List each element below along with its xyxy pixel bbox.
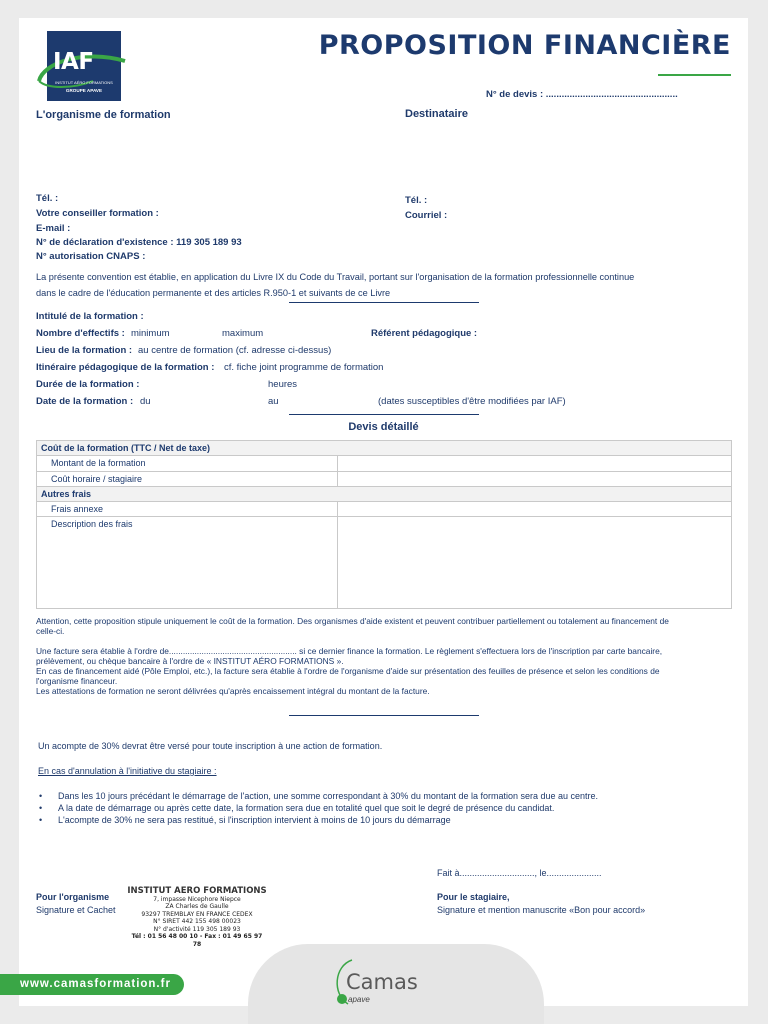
stamp-name: INSTITUT AERO FORMATIONS: [127, 886, 267, 896]
annulation-list: [36, 790, 736, 826]
stagiaire-signature-label: Pour le stagiaire,: [437, 892, 510, 902]
organisme-cnaps: N° autorisation CNAPS :: [36, 251, 146, 262]
destinataire-heading: Destinataire: [405, 108, 468, 120]
montant-value-cell[interactable]: [338, 456, 732, 471]
attention-line1: Attention, cette proposition stipule uniquement le coût de la formation. Des organismes d'aide existent et peuvent contribuer partiellement ou totalement au financement de: [36, 616, 669, 626]
table-row: [37, 471, 732, 486]
title-underline: [658, 74, 731, 76]
company-stamp: [127, 888, 267, 968]
intitule-label: Intitulé de la formation :: [36, 311, 144, 322]
annulation-heading: En cas d'annulation à l'initiative du stagiaire :: [38, 766, 217, 776]
autres-frais-header: Autres frais: [37, 486, 732, 501]
montant-label: Montant de la formation: [37, 456, 338, 471]
description-frais-value-cell[interactable]: [338, 517, 732, 609]
list-item: • L'acompte de 30% ne sera pas restitué, si l'inscription intervient à moins de 10 jours du démarrage: [36, 814, 736, 826]
stamp-line: N° SIRET 442 155 498 00023: [153, 918, 241, 925]
effectifs-label: Nombre d'effectifs :: [36, 328, 125, 339]
facture-line1: Une facture sera établie à l'ordre de....................................................... si ce dernier finance la formation. Le règlement s'effectuera lors de l'inscription par carte bancaire,: [36, 646, 663, 656]
duree-heures: heures: [268, 379, 298, 390]
organisme-signature-label: Pour l'organisme: [36, 892, 110, 902]
stamp-line: ZA Charles de Gaulle: [165, 903, 229, 910]
iaf-logo: [47, 31, 121, 101]
attention-line2: celle-ci.: [36, 626, 65, 636]
organisme-signature-sub: Signature et Cachet: [36, 905, 116, 915]
stamp-line: 93297 TREMBLAY EN FRANCE CEDEX: [141, 910, 253, 918]
frais-annexe-value-cell[interactable]: [338, 502, 732, 517]
section-divider: [289, 715, 479, 716]
section-divider: [289, 414, 479, 415]
convention-line1: La présente convention est établie, en application du Livre IX du Code du Travail, portant sur l'organisation de la formation professionnelle continue: [36, 272, 635, 282]
table-row: [37, 456, 732, 471]
date-au: au: [268, 396, 279, 407]
date-label: Date de la formation :: [36, 396, 134, 407]
cout-horaire-value-cell[interactable]: [338, 471, 732, 486]
destinataire-courriel: Courriel :: [405, 210, 448, 221]
document-page: [19, 18, 748, 1006]
stamp-line: Tél : 01 56 48 00 10 - Fax : 01 49 65 97 78: [131, 933, 263, 948]
page-title: PROPOSITION FINANCIÈRE: [318, 30, 731, 61]
table-row: [37, 486, 732, 501]
convention-line2: dans le cadre de l'éducation permanente et des articles R.950-1 et suivants de ce Livre: [36, 288, 391, 298]
organisme-conseiller: Votre conseiller formation :: [36, 208, 159, 219]
cout-section-header: Coût de la formation (TTC / Net de taxe): [37, 441, 732, 456]
facture-line3: En cas de financement aidé (Pôle Emploi, etc.), la facture sera établie à l'ordre de l'organisme d'aide sur présentation des feuilles de présence et selon les conditions de: [36, 666, 660, 676]
devis-table: [36, 440, 732, 609]
duree-label: Durée de la formation :: [36, 379, 140, 390]
devis-number: N° de devis : ..................................................: [486, 89, 678, 100]
logo-group: GROUPE APAVE: [65, 88, 103, 93]
stamp-line: 7, impasse Nicephore Niepce: [153, 895, 241, 903]
apave-brand: apave: [348, 995, 370, 1004]
website-link[interactable]: www.camasformation.fr: [0, 974, 184, 995]
acompte-text: Un acompte de 30% devrat être versé pour toute inscription à une action de formation.: [38, 741, 383, 751]
logo-tagline: INSTITUT AÉRO FORMATIONS: [55, 80, 113, 85]
stamp-line: N° d'activité 119 305 189 93: [153, 925, 241, 933]
organisme-email: E-mail :: [36, 223, 71, 234]
destinataire-tel: Tél. :: [405, 195, 428, 206]
camas-brand: Camas: [346, 970, 418, 994]
organisme-heading: L'organisme de formation: [36, 109, 171, 121]
lieu-value: au centre de formation (cf. adresse ci-dessus): [138, 345, 332, 356]
description-frais-label: Description des frais: [37, 517, 338, 609]
date-note: (dates susceptibles d'être modifiées par IAF): [378, 396, 566, 407]
frais-annexe-label: Frais annexe: [37, 502, 338, 517]
apave-dot-icon: [337, 994, 347, 1004]
list-item: • A la date de démarrage ou après cette date, la formation sera due en totalité quel que soit le degré de présence du candidat.: [36, 802, 736, 814]
devis-heading: Devis détaillé: [348, 421, 419, 433]
fait-a-line: Fait à.............................., le......................: [437, 868, 602, 878]
itineraire-value: cf. fiche joint programme de formation: [224, 362, 384, 373]
organisme-tel: Tél. :: [36, 193, 59, 204]
stagiaire-signature-sub: Signature et mention manuscrite «Bon pour accord»: [437, 905, 646, 915]
list-item: • Dans les 10 jours précédant le démarrage de l'action, une somme correspondant à 30% du montant de la formation sera due au centre.: [36, 790, 736, 802]
effectifs-minimum: minimum: [131, 328, 170, 339]
lieu-label: Lieu de la formation :: [36, 345, 133, 356]
facture-line5: Les attestations de formation ne seront délivrées qu'après encaissement intégral du montant de la facture.: [36, 686, 430, 696]
logo-text: IAF: [53, 49, 94, 75]
organisme-declaration: N° de déclaration d'existence : 119 305 189 93: [36, 237, 242, 248]
itineraire-label: Itinéraire pédagogique de la formation :: [36, 362, 215, 373]
facture-line4: l'organisme financeur.: [36, 676, 118, 686]
section-divider: [289, 302, 479, 303]
date-du: du: [140, 396, 151, 407]
effectifs-maximum: maximum: [222, 328, 264, 339]
table-row: [37, 441, 732, 456]
table-row: [37, 502, 732, 517]
referent-label: Référent pédagogique :: [371, 328, 478, 339]
facture-line2: prélèvement, ou chèque bancaire à l'ordre de « INSTITUT AÉRO FORMATIONS ».: [36, 656, 344, 666]
table-row: [37, 517, 732, 609]
cout-horaire-label: Coût horaire / stagiaire: [37, 471, 338, 486]
